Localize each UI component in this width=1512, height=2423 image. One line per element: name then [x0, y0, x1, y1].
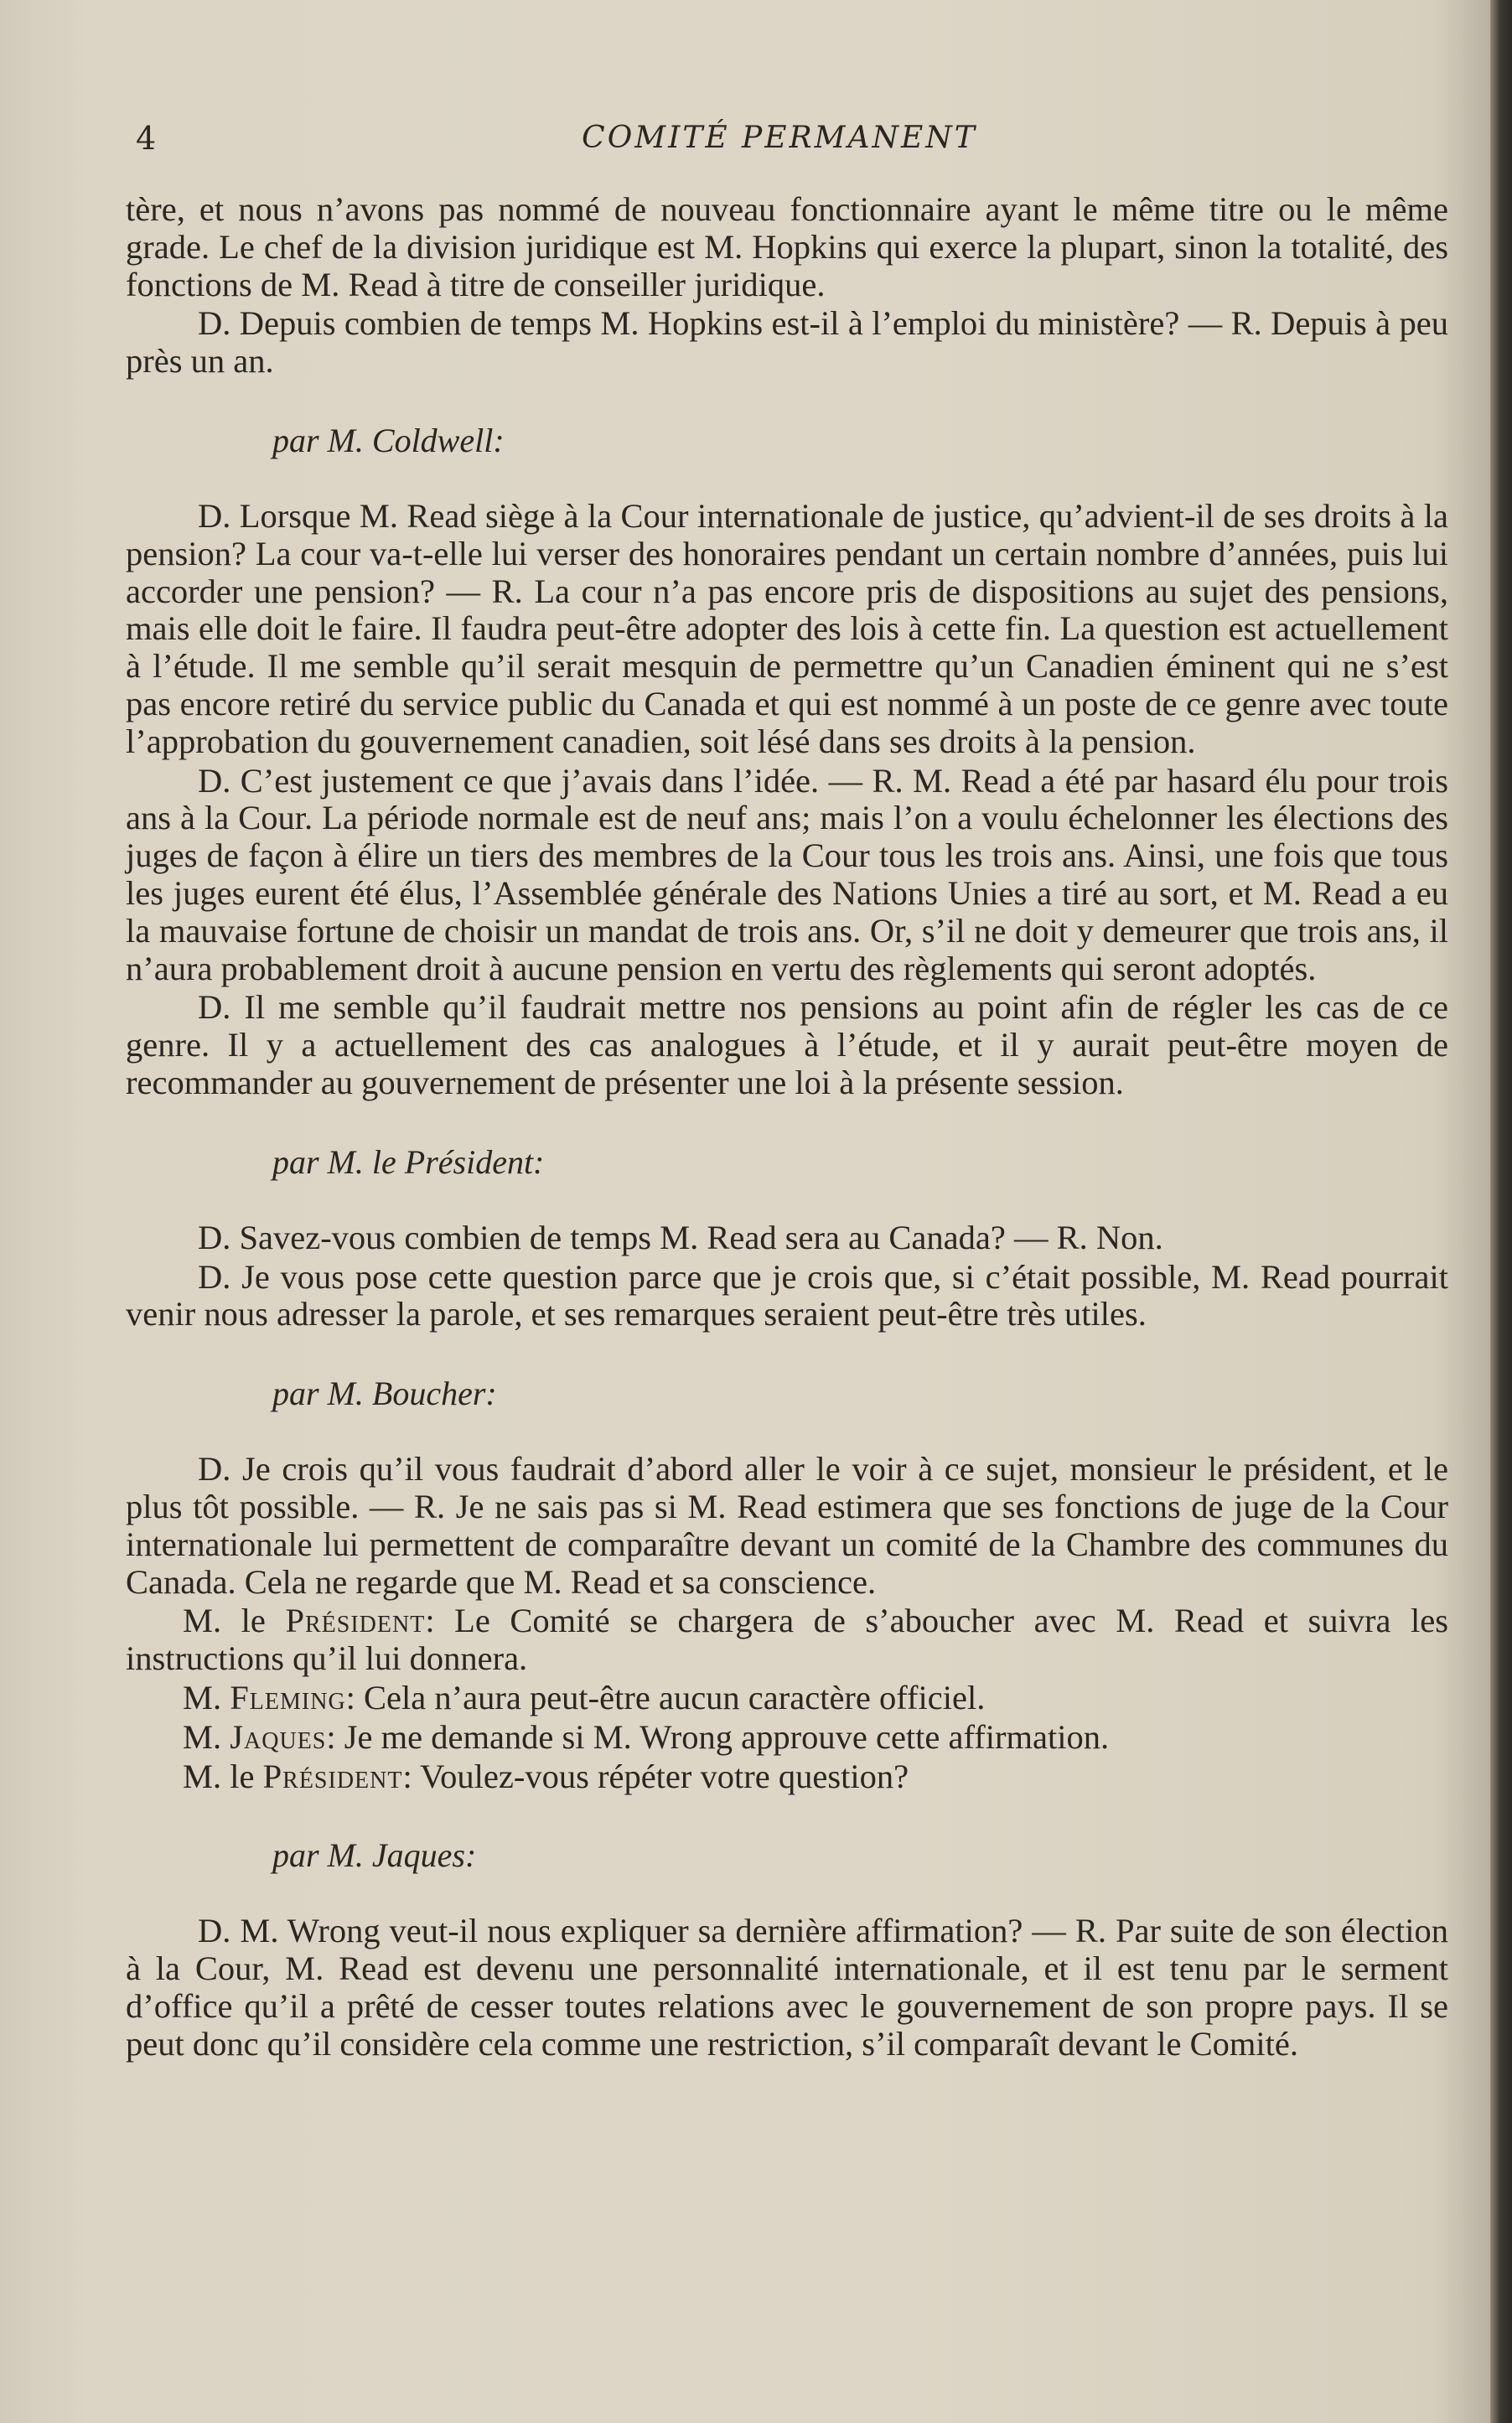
- body-text: [126, 191, 1448, 2064]
- speaker-name: Président: [262, 1757, 403, 1795]
- section-heading: par M. Coldwell:: [272, 421, 505, 459]
- paragraph: D. M. Wrong veut-il nous expliquer sa dernière affirmation? — R. Par suite de son élection à la Cour, M. Read est devenu une personnalité internationale, et il est tenu par le serment d’office qu’il a prêté de cesser toutes relations avec le gouvernement de son propre pays. Il se peut donc qu’il considère cela comme une restriction, s’il comparaît devant le Comité.: [126, 1912, 1448, 2063]
- paragraph: D. Savez-vous combien de temps M. Read sera au Canada? — R. Non.: [198, 1218, 1163, 1256]
- speaker-name: Fleming: [230, 1678, 346, 1716]
- paragraph: D. Il me semble qu’il faudrait mettre nos pensions au point afin de régler les cas de ce genre. Il y a actuellement des cas analogues à l’étude, et il y aurait peut-être moyen de recommander au gouvernement de présenter une loi à la présente session.: [126, 988, 1448, 1101]
- running-title: COMITÉ PERMANENT: [582, 121, 977, 155]
- paragraph: D. Lorsque M. Read siège à la Cour internationale de justice, qu’advient-il de ses droits à la pension? La cour va-t-elle lui verser des honoraires pendant un certain nombre d’années, puis lui accorder une pension? — R. La cour n’a pas encore pris de dispositions au sujet des pensions, mais elle doit le faire. Il faudra peut-être adopter des lois à cette fin. La question est actuellement à l’étude. Il me semble qu’il serait mesquin de permettre qu’un Canadien éminent qui ne s’est pas encore retiré du service public du Canada et qui est nommé à un poste de ce genre avec toute l’approbation du gouvernement canadien, soit lésé dans ses droits à la pension.: [126, 496, 1448, 760]
- speaker-text: : Cela n’aura peut-être aucun caractère officiel.: [345, 1678, 986, 1716]
- page-number: 4: [136, 120, 157, 157]
- speaker-name: Président: [285, 1602, 426, 1640]
- speaker-statement: [126, 1602, 1448, 1678]
- section-heading: par M. Jaques:: [272, 1836, 477, 1875]
- speaker-prefix: M.: [183, 1717, 230, 1756]
- speaker-prefix: M.: [183, 1678, 230, 1716]
- section-heading: par M. Boucher:: [272, 1375, 497, 1413]
- speaker-name: Jaques: [230, 1717, 327, 1756]
- speaker-text: : Voulez-vous répéter votre question?: [402, 1757, 909, 1795]
- speaker-statement: [126, 1758, 1448, 1796]
- page-edge-shadow: [1490, 0, 1512, 2423]
- speaker-statement: [126, 1719, 1448, 1757]
- paragraph: D. C’est justement ce que j’avais dans l’idée. — R. M. Read a été par hasard élu pour trois ans à la Cour. La période normale est de neuf ans; mais l’on a voulu échelonner les élections des juges de façon à élire un tiers des membres de la Cour tous les trois ans. Ainsi, une fois que tous les juges eurent été élus, l’Assemblée générale des Nations Unies a tiré au sort, et M. Read a eu la mauvaise fortune de choisir un mandat de trois ans. Or, s’il ne doit y demeurer que trois ans, il n’aura probablement droit à aucune pension en vertu des règlements qui seront adoptés.: [126, 761, 1448, 987]
- section-heading: par M. le Président:: [272, 1142, 545, 1181]
- speaker-text: : Je me demande si M. Wrong approuve cette affirmation.: [326, 1717, 1110, 1756]
- speaker-text: : Le Comité se chargera de s’aboucher avec M. Read et suivra les instructions qu’il lui donnera.: [126, 1602, 1448, 1678]
- speaker-prefix: M. le: [183, 1757, 263, 1795]
- speaker-statement: [126, 1680, 1448, 1717]
- paragraph: D. Je vous pose cette question parce que je crois que, si c’était possible, M. Read pourrait venir nous adresser la parole, et ses remarques seraient peut-être très utiles.: [126, 1257, 1448, 1333]
- page-header: [0, 117, 1492, 159]
- paragraph: D. Depuis combien de temps M. Hopkins est-il à l’emploi du ministère? — R. Depuis à peu près un an.: [126, 304, 1448, 381]
- paragraph: tère, et nous n’avons pas nommé de nouveau fonctionnaire ayant le même titre ou le même grade. Le chef de la division juridique est M. Hopkins qui exerce la plupart, sinon la totalité, des fonctions de M. Read à titre de conseiller juridique.: [126, 190, 1448, 303]
- speaker-prefix: M. le: [183, 1602, 286, 1640]
- paragraph: D. Je crois qu’il vous faudrait d’abord aller le voir à ce sujet, monsieur le président, et le plus tôt possible. — R. Je ne sais pas si M. Read estimera que ses fonctions de juge de la Cour internationale lui permettent de comparaître devant un comité de la Chambre des communes du Canada. Cela ne regarde que M. Read et sa conscience.: [126, 1450, 1448, 1601]
